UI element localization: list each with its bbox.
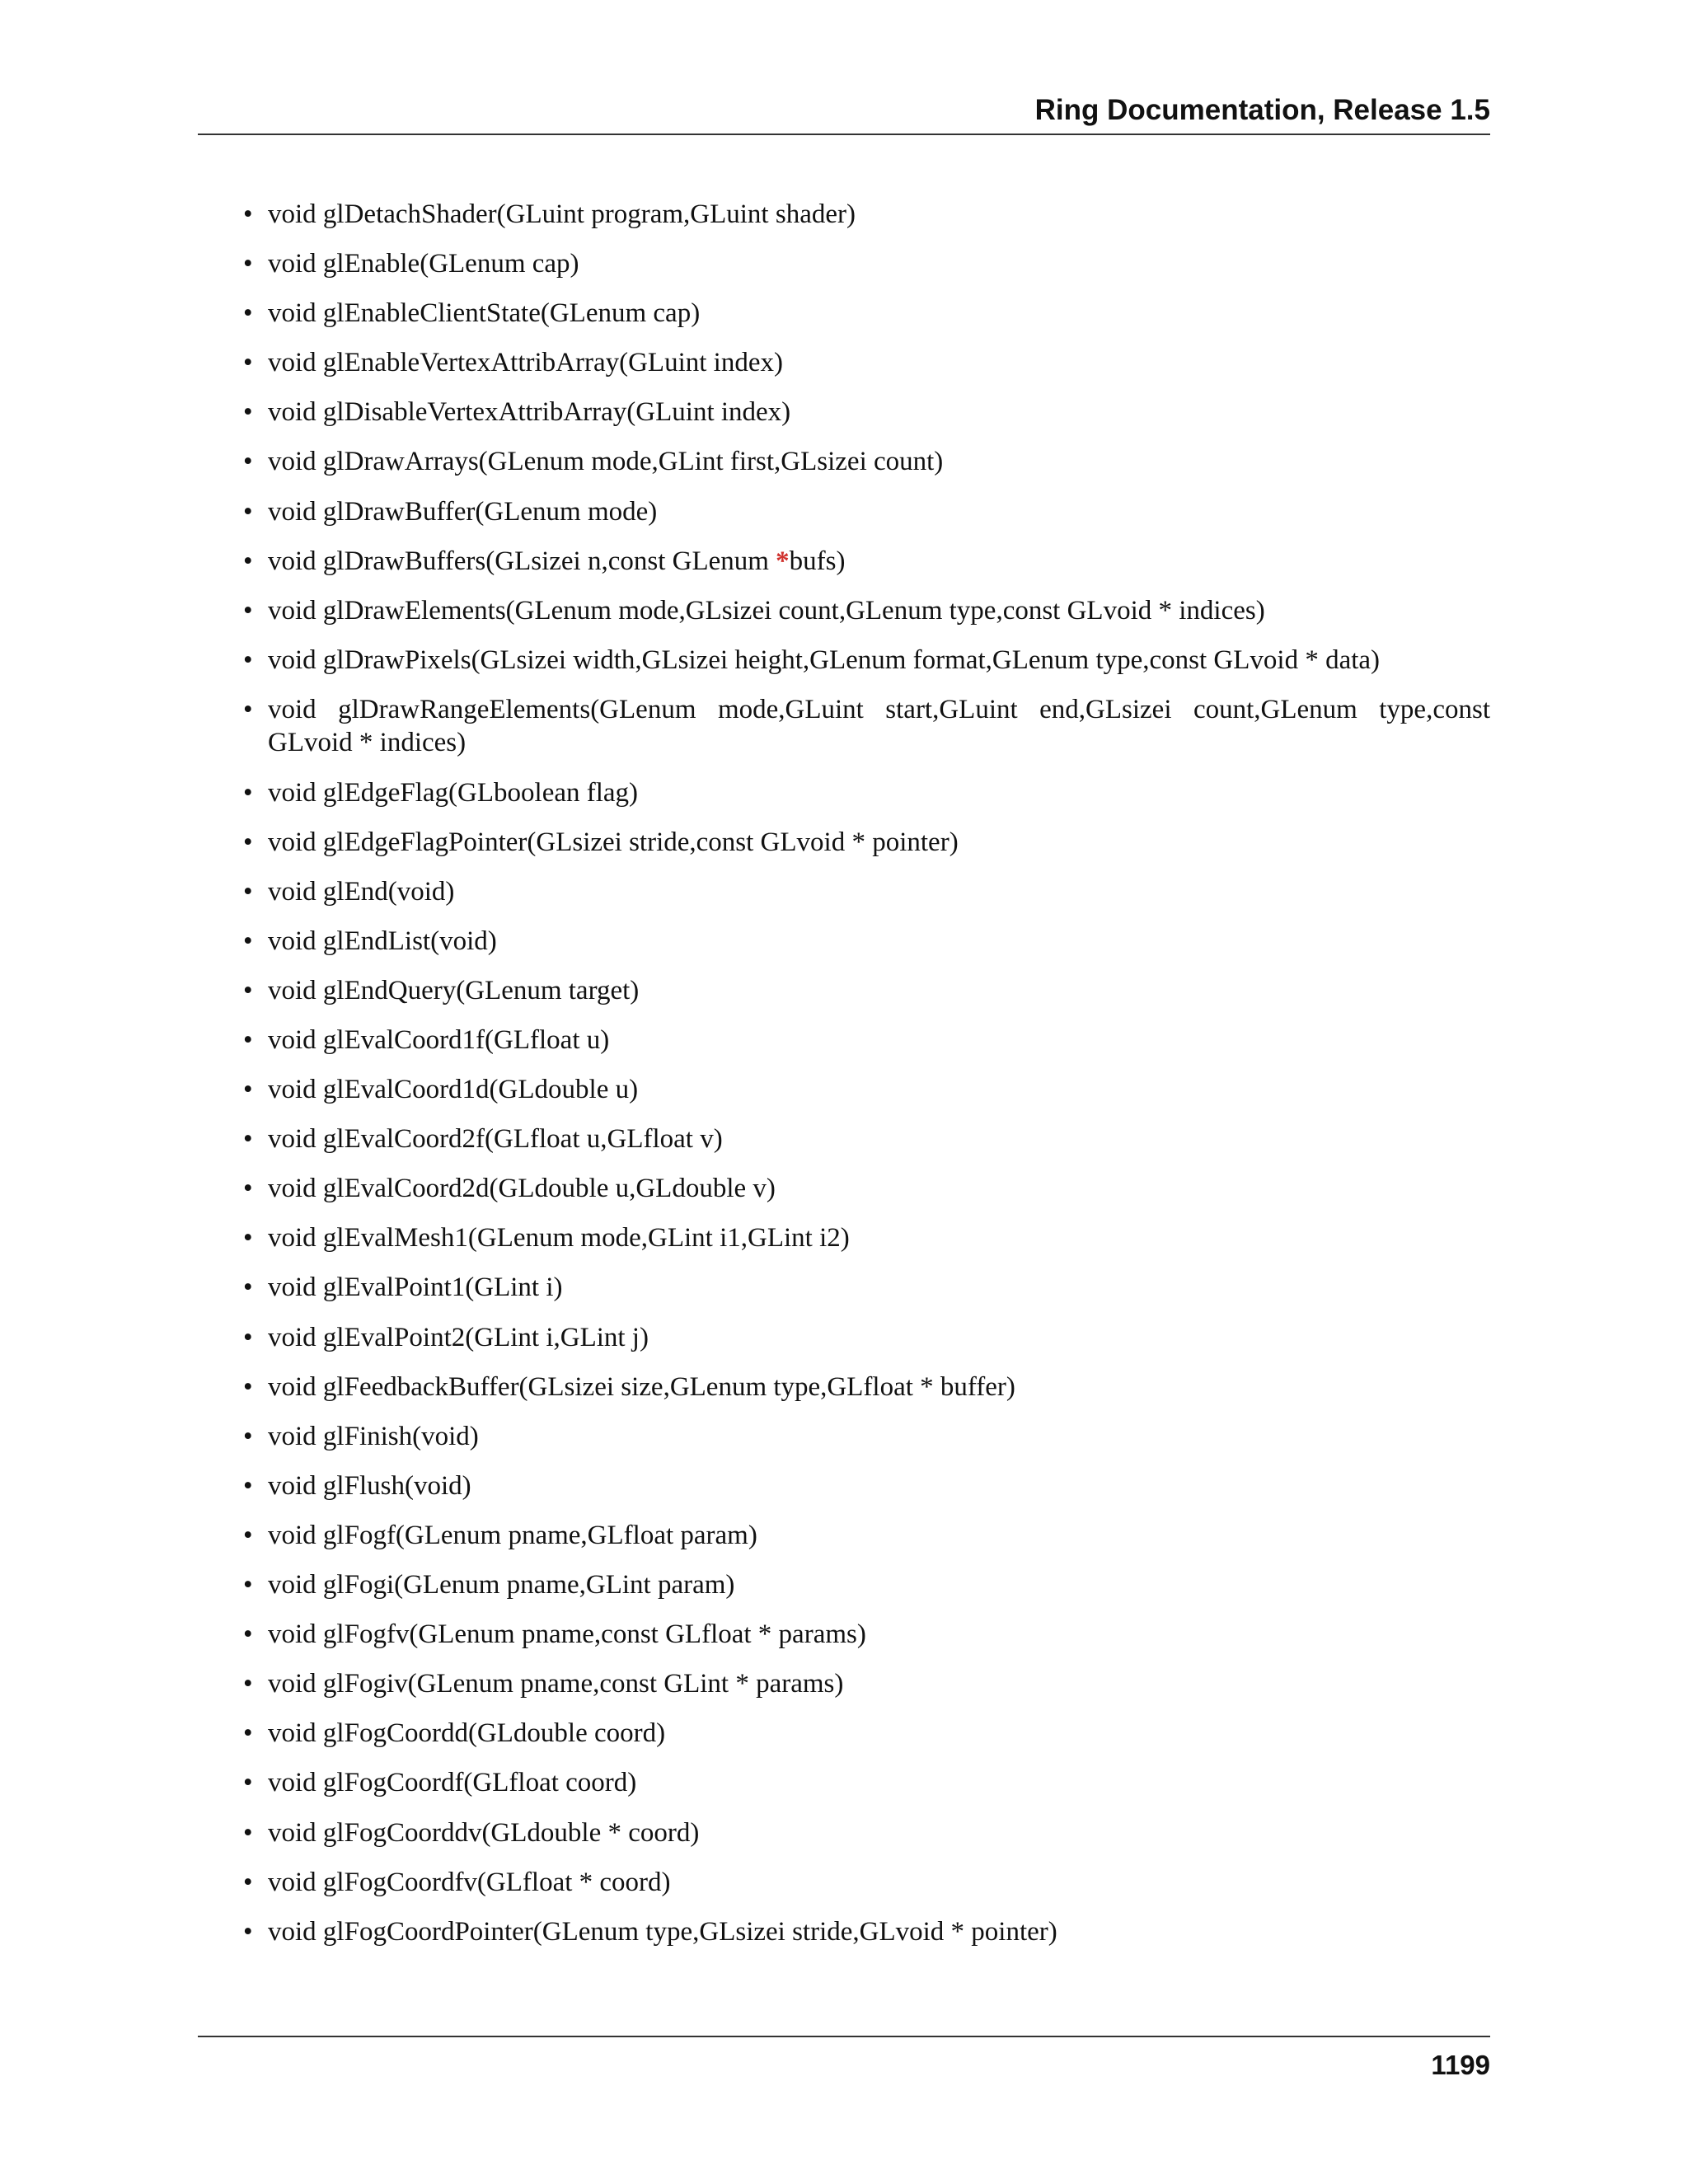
- bullet-icon: •: [243, 1669, 253, 1699]
- function-signature: void glEvalMesh1(GLenum mode,GLint i1,GLint i2): [268, 1223, 850, 1254]
- bullet-icon: •: [243, 447, 253, 477]
- pointer-star-highlight: *: [776, 546, 790, 576]
- list-item: [198, 1122, 1490, 1156]
- bullet-icon: •: [243, 546, 253, 576]
- bullet-icon: •: [243, 595, 253, 626]
- function-signature: void glEvalCoord2d(GLdouble u,GLdouble v): [268, 1174, 776, 1204]
- function-signature: void glEvalCoord1f(GLfloat u): [268, 1025, 610, 1055]
- bullet-icon: •: [243, 1570, 253, 1601]
- function-signature: void glEdgeFlagPointer(GLsizei stride,const GLvoid * pointer): [268, 827, 959, 857]
- function-signature: void glDrawPixels(GLsizei width,GLsizei height,GLenum format,GLenum type,const GLvoid * data): [268, 644, 1381, 675]
- list-item: [198, 495, 1490, 529]
- function-signature: void glDrawBuffer(GLenum mode): [268, 496, 658, 527]
- bullet-icon: •: [243, 1174, 253, 1204]
- function-signature: void glEvalPoint1(GLint i): [268, 1272, 563, 1303]
- function-signature: void glFinish(void): [268, 1421, 479, 1451]
- list-item: [198, 1024, 1490, 1057]
- bullet-icon: •: [243, 1470, 253, 1501]
- bullet-icon: •: [243, 1619, 253, 1650]
- bullet-icon: •: [243, 1867, 253, 1897]
- list-item: [198, 644, 1490, 677]
- bullet-icon: •: [243, 975, 253, 1005]
- list-item: [198, 247, 1490, 281]
- function-signature: void glEnableClientState(GLenum cap): [268, 298, 701, 329]
- function-signature: void glDrawArrays(GLenum mode,GLint first,GLsizei count): [268, 447, 944, 477]
- function-signature: void glDetachShader(GLuint program,GLuint shader): [268, 199, 856, 229]
- bullet-icon: •: [243, 1322, 253, 1352]
- bullet-icon: •: [243, 1124, 253, 1155]
- list-item: [198, 875, 1490, 909]
- bullet-icon: •: [243, 298, 253, 329]
- bullet-icon: •: [243, 1223, 253, 1254]
- bullet-icon: •: [243, 1421, 253, 1451]
- list-item: [198, 1519, 1490, 1553]
- function-signature: void glFogCoorddv(GLdouble * coord): [268, 1817, 700, 1848]
- bullet-icon: •: [243, 827, 253, 857]
- list-item: [198, 974, 1490, 1008]
- bullet-icon: •: [243, 1817, 253, 1848]
- bullet-icon: •: [243, 496, 253, 527]
- bullet-icon: •: [243, 644, 253, 675]
- page-number: 1199: [1431, 2050, 1490, 2080]
- function-signature: void glFogfv(GLenum pname,const GLfloat * params): [268, 1619, 866, 1650]
- list-item: [198, 1915, 1490, 1949]
- bullet-icon: •: [243, 199, 253, 229]
- bullet-icon: •: [243, 397, 253, 428]
- list-item: [198, 346, 1490, 380]
- list-item: [198, 776, 1490, 810]
- list-item: [198, 1568, 1490, 1602]
- bullet-icon: •: [243, 1075, 253, 1105]
- function-signature: void glFogCoordfv(GLfloat * coord): [268, 1867, 671, 1897]
- list-item: [198, 297, 1490, 330]
- function-signature: void glDrawRangeElements(GLenum mode,GLuint start,GLuint end,GLsizei count,GLenum type,const GLvoid * indices): [268, 694, 1490, 758]
- bullet-icon: •: [243, 694, 253, 724]
- function-signature: void glFogf(GLenum pname,GLfloat param): [268, 1520, 757, 1550]
- function-signature: void glEvalCoord2f(GLfloat u,GLfloat v): [268, 1124, 723, 1155]
- signature-prefix: void glDrawBuffers(GLsizei n,const GLenum: [268, 546, 776, 576]
- list-item: [198, 1866, 1490, 1900]
- list-item: [198, 1371, 1490, 1404]
- list-item: [198, 545, 1490, 579]
- bullet-icon: •: [243, 1371, 253, 1402]
- list-item: [198, 1469, 1490, 1503]
- bullet-icon: •: [243, 1025, 253, 1055]
- function-signature: void glFogCoordPointer(GLenum type,GLsizei stride,GLvoid * pointer): [268, 1916, 1057, 1947]
- list-item: [198, 1618, 1490, 1652]
- function-signature: void glDrawElements(GLenum mode,GLsizei count,GLenum type,const GLvoid * indices): [268, 595, 1265, 626]
- function-signature: void glDisableVertexAttribArray(GLuint index): [268, 397, 791, 428]
- list-item: [198, 826, 1490, 860]
- function-list: [198, 198, 1490, 1965]
- list-item: [198, 1766, 1490, 1800]
- function-signature: void glEndList(void): [268, 926, 497, 956]
- bullet-icon: •: [243, 926, 253, 956]
- bullet-icon: •: [243, 1768, 253, 1798]
- function-signature: void glEvalPoint2(GLint i,GLint j): [268, 1322, 649, 1352]
- list-item: [198, 198, 1490, 232]
- list-item: [198, 925, 1490, 958]
- list-item: [198, 445, 1490, 479]
- function-signature: void glEdgeFlag(GLboolean flag): [268, 777, 639, 808]
- list-item: [198, 396, 1490, 429]
- bullet-icon: •: [243, 1520, 253, 1550]
- list-item: [198, 1172, 1490, 1206]
- list-item: [198, 693, 1490, 760]
- function-signature: void glFogi(GLenum pname,GLint param): [268, 1570, 735, 1601]
- bullet-icon: •: [243, 249, 253, 279]
- list-item: [198, 1271, 1490, 1305]
- list-item: [198, 1816, 1490, 1850]
- function-signature: void glEnableVertexAttribArray(GLuint index): [268, 348, 783, 378]
- function-signature: void glEvalCoord1d(GLdouble u): [268, 1075, 639, 1105]
- list-item: [198, 1667, 1490, 1701]
- function-signature: void glFeedbackBuffer(GLsizei size,GLenum type,GLfloat * buffer): [268, 1371, 1015, 1402]
- bullet-icon: •: [243, 1272, 253, 1303]
- list-item: [198, 594, 1490, 628]
- function-signature: void glFogCoordd(GLdouble coord): [268, 1718, 666, 1749]
- page-header: [198, 92, 1490, 135]
- function-signature: void glEndQuery(GLenum target): [268, 975, 640, 1005]
- bullet-icon: •: [243, 1718, 253, 1749]
- bullet-icon: •: [243, 1916, 253, 1947]
- bullet-icon: •: [243, 777, 253, 808]
- bullet-icon: •: [243, 348, 253, 378]
- page-footer: [198, 2036, 1490, 2080]
- list-item: [198, 1420, 1490, 1454]
- list-item: [198, 1321, 1490, 1355]
- function-signature: void glFogiv(GLenum pname,const GLint * params): [268, 1669, 844, 1699]
- list-item: [198, 1717, 1490, 1750]
- list-item: [198, 1221, 1490, 1255]
- bullet-icon: •: [243, 876, 253, 907]
- function-signature: [268, 546, 846, 576]
- function-signature: void glFlush(void): [268, 1470, 471, 1501]
- function-signature: void glEnable(GLenum cap): [268, 249, 579, 279]
- signature-suffix: bufs): [789, 546, 846, 576]
- function-signature: void glEnd(void): [268, 876, 455, 907]
- function-signature: void glFogCoordf(GLfloat coord): [268, 1768, 637, 1798]
- list-item: [198, 1073, 1490, 1107]
- document-title: Ring Documentation, Release 1.5: [1034, 94, 1490, 126]
